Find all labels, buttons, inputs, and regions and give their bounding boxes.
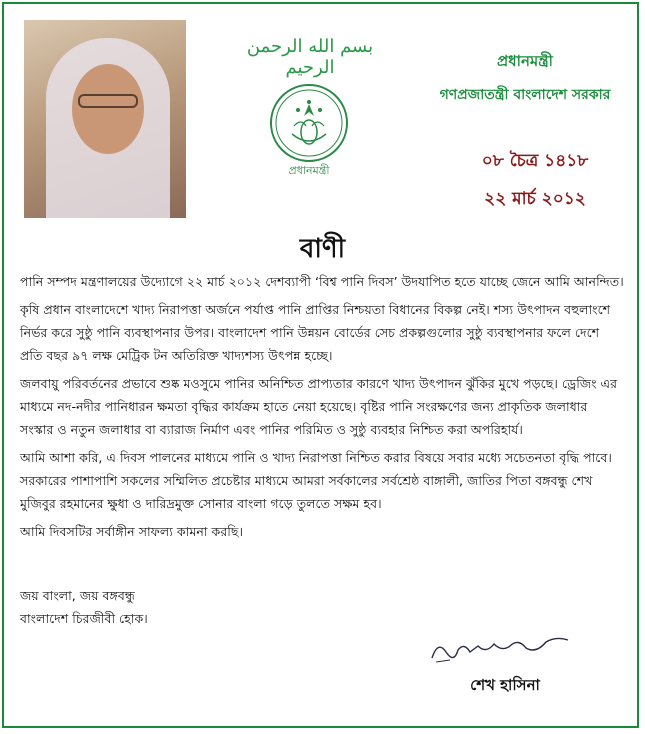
paragraph: আমি দিবসটির সর্বাঙ্গীন সাফল্য কামনা করছি। — [20, 524, 244, 539]
paragraph: আমি আশা করি, এ দিবস পালনের মাধ্যমে পানি ও খাদ্য নিরাপত্তা নিশ্চিত করার বিষয়ে সবার মধ্যে সচেতনতা বৃদ্ধি পাবে। সরকারের পাশাপাশি সকলের সম্মিলিত প্রচেষ্টার মাধ্যমে আমরা সর্বকালের সর্বশ্রেষ্ঠ বাঙ্গালী, জাতির পিতা বঙ্গবন্ধু শেখ মুজিবুর রহমানের ক্ষুধা ও দারিদ্রমুক্ত সোনার বাংলা গড়ে তুলতে সক্ষম হব। — [20, 450, 612, 511]
signer-name: শেখ হাসিনা — [470, 676, 540, 694]
date-gregorian: ২২ মার্চ ২০১২ — [484, 189, 586, 209]
closing-line: বাংলাদেশ চিরজীবী হোক। — [20, 611, 148, 626]
message-title: বাণী — [299, 234, 346, 264]
closing-lines — [20, 584, 148, 630]
message-body — [20, 270, 624, 548]
portrait-photo — [24, 20, 186, 218]
bismillah-calligraphy: بسم الله الرحمن الرحيم — [246, 36, 374, 78]
office-block — [420, 50, 630, 107]
date-block — [440, 148, 630, 214]
closing-line: জয় বাংলা, জয় বঙ্গবন্ধু — [20, 588, 135, 603]
paragraph: জলবায়ু পরিবর্তনের প্রভাবে শুষ্ক মওসুমে পানির অনিশ্চিত প্রাপ্যতার কারণে খাদ্য উৎপাদন ঝুঁকির মুখে পড়ছে। ড্রেজিং এর মাধ্যমে নদ-নদীর পানিধারন ক্ষমতা বৃদ্ধির কার্যক্রম হাতে নেয়া হয়েছে। বৃষ্টির পানি সংরক্ষণের জন্য প্রাকৃতিক জলাধার সংস্কার ও নতুন জলাধার বা ব্যারাজ নির্মাণ এবং পানির পরিমিত ও সুষ্ঠু ব্যবহার নিশ্চিত করা অপরিহার্য। — [20, 376, 618, 437]
handwritten-signature — [428, 632, 578, 666]
emblem-label: প্রধানমন্ত্রী — [288, 164, 330, 177]
government-emblem-icon — [268, 82, 350, 164]
paragraph: কৃষি প্রধান বাংলাদেশে খাদ্য নিরাপত্তা অর্জনে পর্যাপ্ত পানি প্রাপ্তির নিশ্চয়তা বিধানের বিকল্প নেই। শস্য উৎপাদন বহুলাংশে নির্ভর করে সুষ্ঠু পানি ব্যবস্থাপনার উপর। বাংলাদেশ পানি উন্নয়ন বোর্ডের সেচ প্রকল্পগুলোর সুষ্ঠু ব্যবস্থাপনার ফলে দেশে প্রতি বছর ৯৭ লক্ষ মেট্রিক টন অতিরিক্ত খাদ্যশস্য উৎপন্ন হচ্ছে। — [20, 302, 611, 363]
paragraph: পানি সম্পদ মন্ত্রণালয়ের উদ্যোগে ২২ মার্চ ২০১২ দেশব্যাপী ‘বিশ্ব পানি দিবস’ উদযাপিত হতে যাচ্ছে জেনে আমি আনন্দিত। — [20, 274, 624, 289]
office-title: প্রধানমন্ত্রী — [497, 52, 553, 70]
government-name: গণপ্রজাতন্ত্রী বাংলাদেশ সরকার — [439, 87, 611, 103]
date-bangla: ০৮ চৈত্র ১৪১৮ — [481, 151, 589, 171]
